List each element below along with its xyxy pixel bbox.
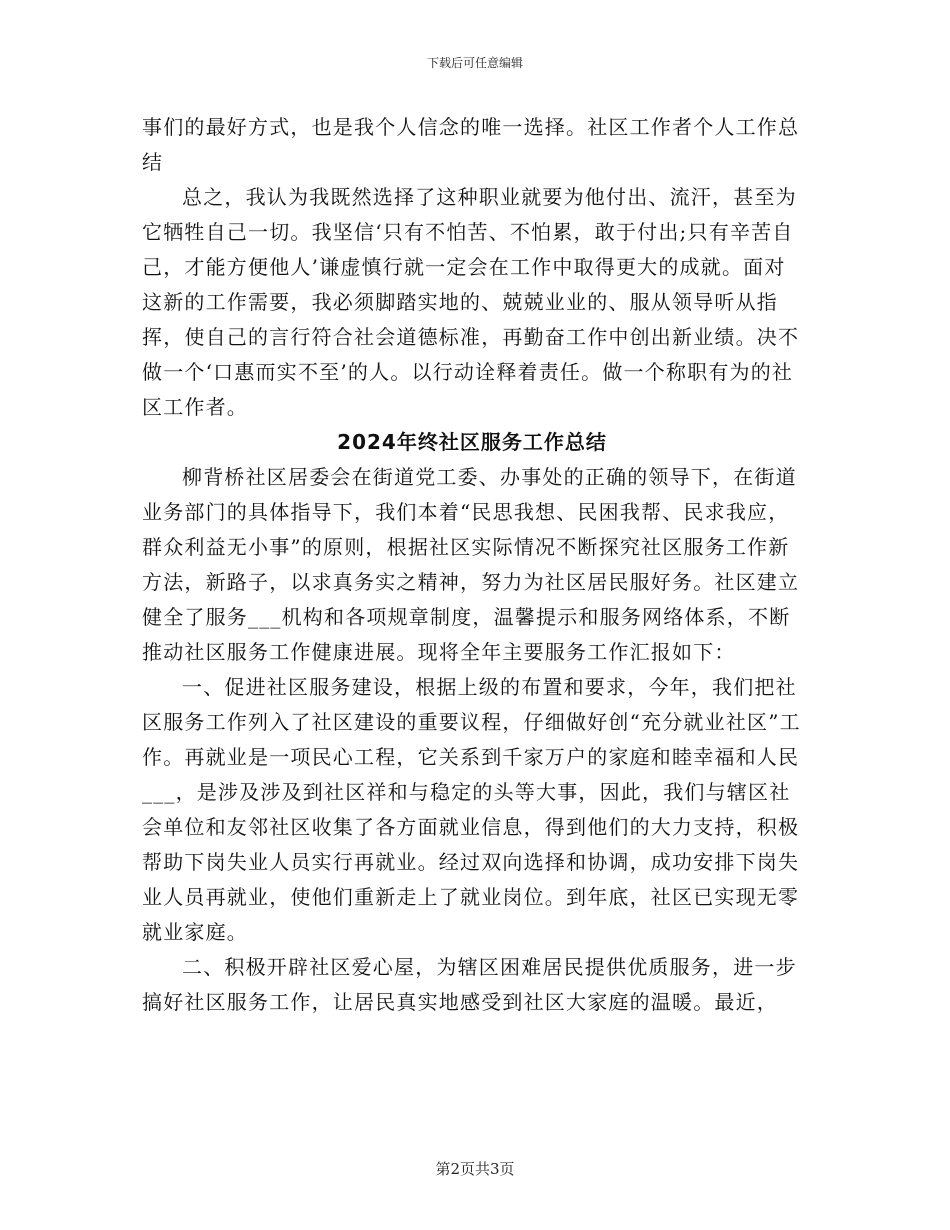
page-header-note: 下载后可任意编辑 — [426, 56, 523, 70]
paragraph-conclusion: 总之，我认为我既然选择了这种职业就要为他付出、流汗，甚至为它牺牲自己一切。我坚信‘只有不怕苦、不怕累，敢于付出;只有辛苦自己，才能方便他人’谦虚慎行就一定会在工作中取得更大的成就。面对这新的工作需要，我必须脚踏实地的、兢兢业业的、服从领导听从指挥，使自己的言行符合社会道德标准，再勤奋工作中创出新业绩。决不做一个‘口惠而实不至’的人。以行动诠释着责任。做一个称职有为的社区工作者。 — [142, 185, 800, 419]
section-title: 2024年终社区服务工作总结 — [337, 430, 607, 454]
document-body — [142, 110, 802, 1020]
paragraph-item-2: 二、积极开辟社区爱心屋，为辖区困难居民提供优质服务，进一步搞好社区服务工作，让居民真实地感受到社区大家庭的温暖。最近， — [142, 955, 797, 1014]
paragraph-continuation: 事们的最好方式，也是我个人信念的唯一选择。社区工作者个人工作总结 — [142, 115, 800, 174]
paragraph-item-1: 一、促进社区服务建设，根据上级的布置和要求，今年，我们把社区服务工作列入了社区建设的重要议程，仔细做好创“充分就业社区”工作。再就业是一项民心工程，它关系到千家万户的家庭和睦幸福和人民___，是涉及涉及到社区祥和与稳定的头等大事，因此，我们与辖区社会单位和友邻社区收集了各方面就业信息，得到他们的大力支持，积极帮助下岗失业人员实行再就业。经过双向选择和协调，成功安排下岗失业人员再就业，使他们重新走上了就业岗位。到年底，社区已实现无零就业家庭。 — [142, 675, 801, 944]
page-number: 第2页共3页 — [435, 1160, 515, 1178]
paragraph-intro: 柳背桥社区居委会在街道党工委、办事处的正确的领导下，在街道业务部门的具体指导下，我们本着“民思我想、民困我帮、民求我应，群众利益无小事”的原则，根据社区实际情况不断探究社区服务工作新方法，新路子，以求真务实之精神，努力为社区居民服好务。社区建立健全了服务___机构和各项规章制度，温馨提示和服务网络体系，不断推动社区服务工作健康进展。现将全年主要服务工作汇报如下： — [142, 465, 800, 664]
